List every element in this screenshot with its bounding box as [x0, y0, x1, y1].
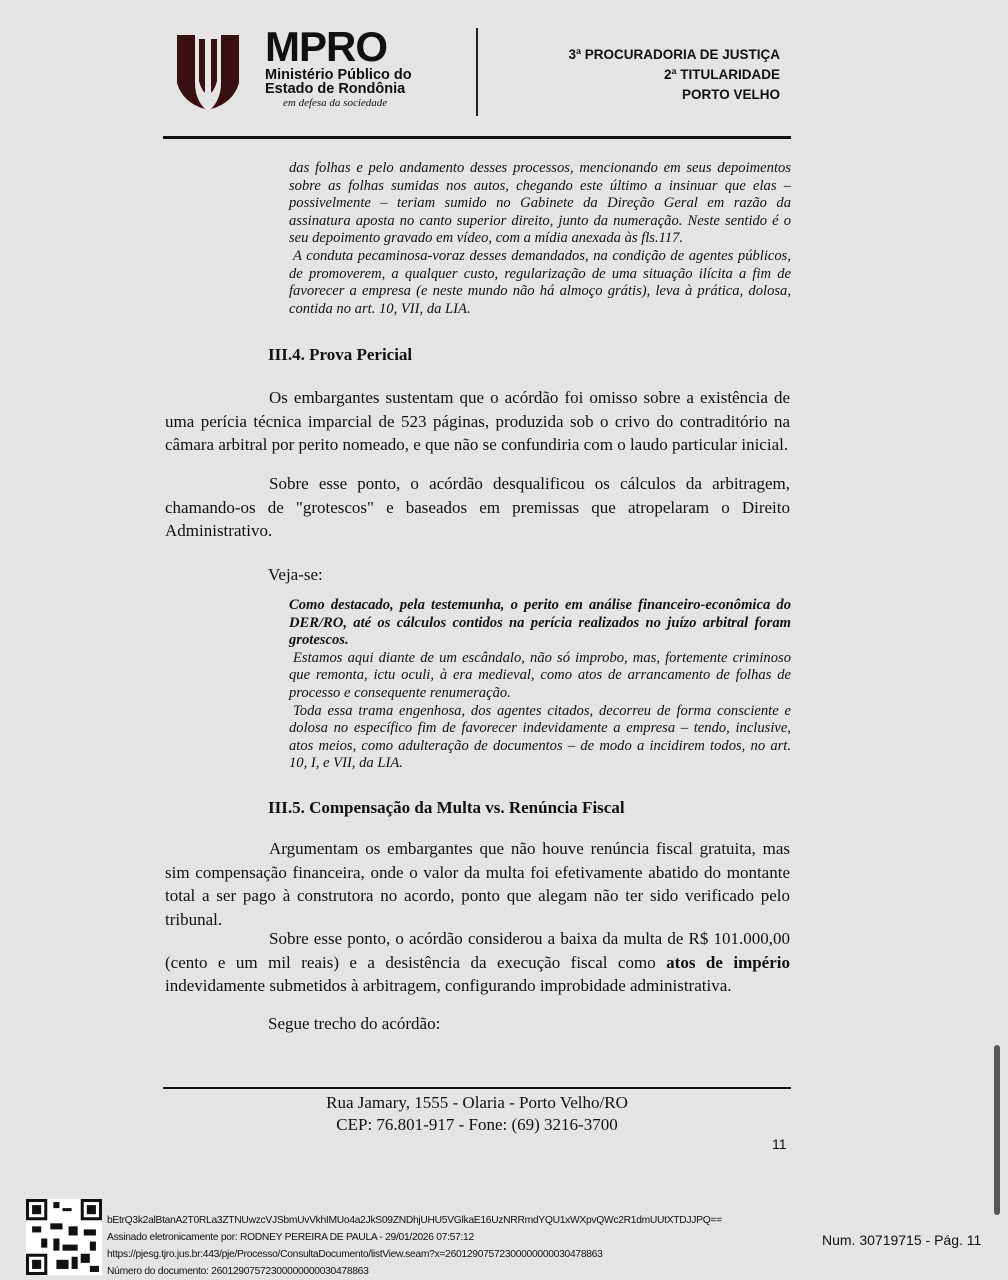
document-number: Número do documento: 26012907572300000000030478863: [107, 1266, 369, 1277]
quote-paragraph: Toda essa trama engenhosa, dos agentes citados, decorreu de forma consciente e dolosa no específico fim de favorecer indevidamente a empresa – tendo, inclusive, atos meios, como adulteração de documentos – de modo a incidirem todos, no art. 10, I, e VII, da LIA.: [289, 702, 791, 772]
quote-paragraph: A conduta pecaminosa-voraz desses demandados, na condição de agentes públicos, de promoverem, a qualquer custo, regularização de uma situação ilícita a fim de favorecer a empresa (e neste mundo não há almoço grátis), leva à prática, dolosa, contida no art. 10, VII, da LIA.: [289, 247, 791, 317]
logo-text: MPRO: [265, 23, 387, 70]
contact: CEP: 76.801-917 - Fone: (69) 3216-3700: [336, 1115, 618, 1134]
logo-sub-1: Ministério Público do: [265, 67, 412, 83]
qr-code-icon: [26, 1199, 102, 1275]
logo-subtitle: [265, 68, 412, 96]
mpro-logo-icon: [175, 33, 241, 115]
quote-paragraph: Como destacado, pela testemunha, o perito em análise financeiro-econômica do DER/RO, até os cálculos contidos na perícia realizados no juízo arbitral foram grotescos.: [289, 597, 791, 649]
text-run: Sobre esse ponto, o acórdão considerou a baixa da multa de R$ 101.000,00 (cento e um mil reais) e a desistência da execução fiscal como: [165, 929, 790, 972]
paragraph: Sobre esse ponto, o acórdão desqualificou os cálculos da arbitragem, chamando-os de "grotescos" e baseados em premissas que atropelaram o Direito Administrativo.: [165, 474, 790, 540]
signature-block: [107, 1212, 722, 1280]
signed-by: Assinado eletronicamente por: RODNEY PEREIRA DE PAULA - 29/01/2026 07:57:12: [107, 1232, 474, 1243]
paragraph: Os embargantes sustentam que o acórdão foi omisso sobre a existência de uma perícia técnica imparcial de 523 páginas, produzida sob o crivo do contraditório na câmara arbitral por perito nomeado, e que não se confundiria com o laudo particular inicial.: [165, 388, 790, 454]
logo-sub-2: Estado de Rondônia: [265, 81, 406, 97]
header-divider: [476, 28, 478, 116]
signature-hash: bEtrQ3k2alBtanA2T0RLa3ZTNUwzcVJSbmUvVkhIMUo4a2JkS09ZNDhjUHU5VGlkaE16UzNRRmdYQU1xWXpvQWc2R1dmUUtXTDJJPQ==: [107, 1215, 722, 1226]
scrollbar-thumb[interactable]: [994, 1045, 1000, 1215]
footer-address: [163, 1092, 791, 1136]
paragraph: Segue trecho do acórdão:: [268, 1014, 441, 1033]
office-line-2: 2ª TITULARIDADE: [664, 67, 780, 82]
office-line-1: 3ª PROCURADORIA DE JUSTIÇA: [568, 47, 780, 62]
quote-paragraph: Estamos aqui diante de um escândalo, não só improbo, mas, fortemente criminoso que remonta, ictu oculi, à era medieval, como atos de arrancamento de folhas de processo e consequente renumeração.: [289, 649, 791, 701]
quote-block-1: [289, 160, 791, 318]
bold-text: atos de império: [666, 952, 790, 972]
office-line-3: PORTO VELHO: [681, 87, 780, 102]
header-rule: [163, 136, 791, 139]
footer-rule: [163, 1087, 791, 1089]
paragraph: [165, 927, 790, 998]
office-info: [568, 45, 780, 105]
veja-label: Veja-se:: [268, 565, 323, 584]
section-heading: III.5. Compensação da Multa vs. Renúncia Fiscal: [268, 798, 625, 817]
document-url[interactable]: https://pjesg.tjro.jus.br:443/pje/Processo/ConsultaDocumento/listView.seam?x=26012907572300000000030478863: [107, 1249, 603, 1260]
section-heading: III.4. Prova Pericial: [268, 345, 413, 364]
logo-tagline: em defesa da sociedade: [283, 97, 388, 109]
quote-block-2: [289, 597, 791, 773]
text-run: indevidamente submetidos à arbitragem, configurando improbidade administrativa.: [165, 976, 732, 995]
paragraph: Argumentam os embargantes que não houve renúncia fiscal gratuita, mas sim compensação financeira, onde o valor da multa foi efetivamente abatido do montante total a ser pago à construtora no acordo, ponto que alegam não ter sido verificado pelo tribunal.: [165, 839, 790, 929]
address: Rua Jamary, 1555 - Olaria - Porto Velho/RO: [326, 1093, 628, 1112]
num-page: Num. 30719715 - Pág. 11: [822, 1232, 982, 1248]
page-number: 11: [772, 1136, 787, 1152]
quote-paragraph: das folhas e pelo andamento desses processos, mencionando em seus depoimentos sobre as folhas sumidas nos autos, chegando este último a insinuar que elas – possivelmente – teriam sumido no Gabinete da Direção Geral em razão da assinatura aposta no canto superior direito, junto da numeração. Neste sentido é o seu depoimento gravado em vídeo, com a mídia anexada às fls.117.: [289, 160, 791, 247]
